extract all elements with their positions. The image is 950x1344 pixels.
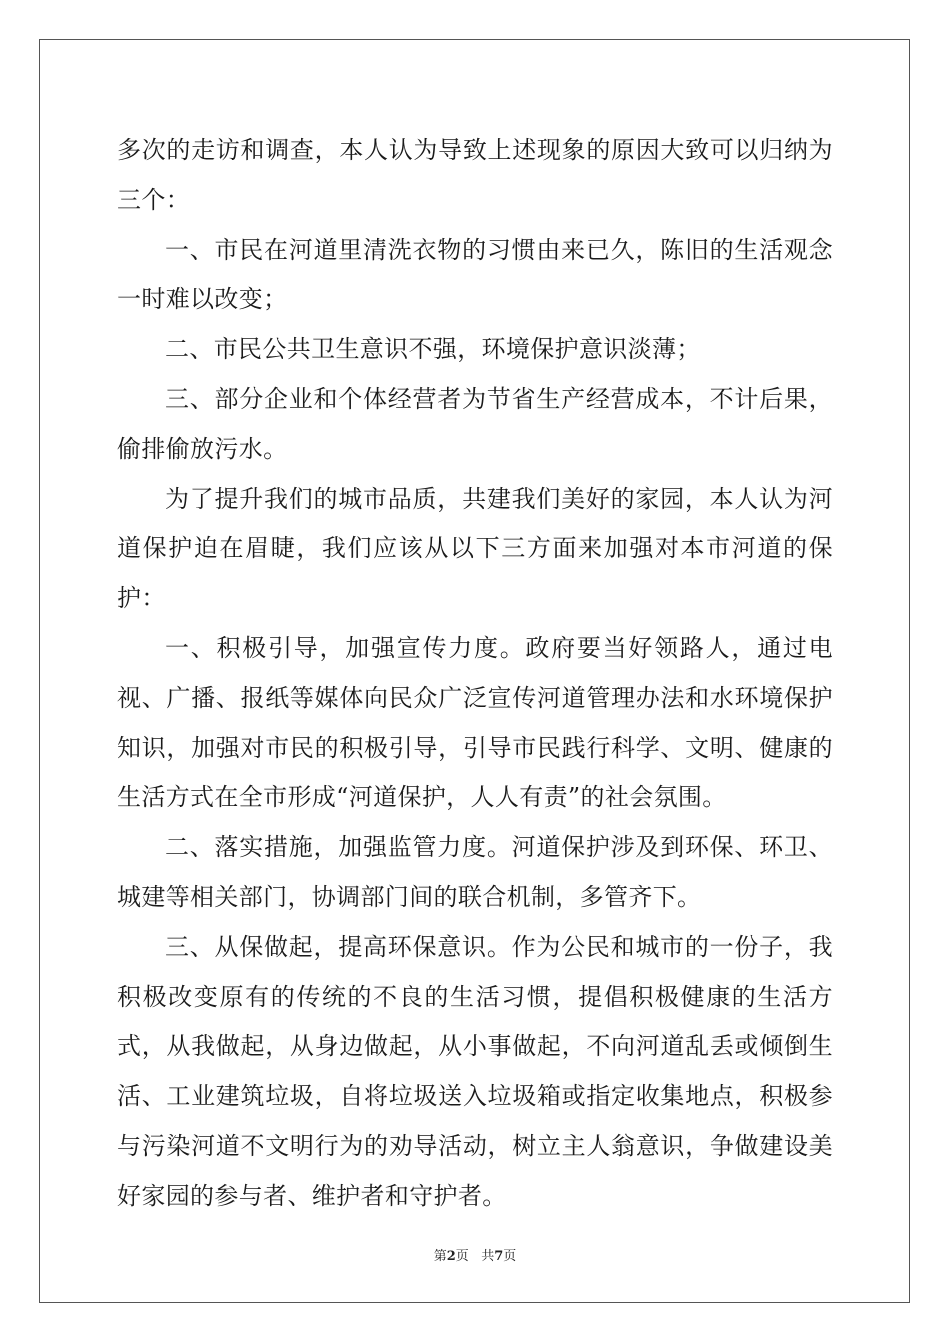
paragraph: 三、从保做起，提高环保意识。作为公民和城市的一份子，我积极改变原有的传统的不良的生活习惯，提倡积极健康的生活方式，从我做起，从身边做起，从小事做起，不向河道乱丢或倾倒生活、工业建筑垃圾，自将垃圾送入垃圾箱或指定收集地点，积极参与污染河道不文明行为的劝导活动，树立主人翁意识，争做建设美好家园的参与者、维护者和守护者。	[117, 932, 833, 1210]
total-pages: 7	[494, 1249, 504, 1264]
paragraph: 二、落实措施，加强监管力度。河道保护涉及到环保、环卫、城建等相关部门，协调部门间的联合机制，多管齐下。	[117, 833, 833, 911]
document-body	[117, 126, 833, 1222]
total-label-prefix: 共	[481, 1249, 495, 1264]
paragraph: 三、部分企业和个体经营者为节省生产经营成本，不计后果，偷排偷放污水。	[117, 384, 833, 463]
paragraph: 为了提升我们的城市品质，共建我们美好的家园，本人认为河道保护迫在眉睫，我们应该从以下三方面来加强对本市河道的保护：	[117, 484, 833, 613]
paragraph: 一、市民在河道里清洗衣物的习惯由来已久，陈旧的生活观念一时难以改变；	[117, 235, 833, 314]
paragraph: 二、市民公共卫生意识不强，环境保护意识淡薄；	[165, 335, 701, 364]
page-footer	[0, 1245, 950, 1264]
paragraph: 一、积极引导，加强宣传力度。政府要当好领路人，通过电视、广播、报纸等媒体向民众广泛宣传河道管理办法和水环境保护知识，加强对市民的积极引导，引导市民践行科学、文明、健康的生活方式在全市形成“河道保护，人人有责”的社会氛围。	[117, 633, 833, 812]
total-label-suffix: 页	[503, 1249, 517, 1264]
page-label-suffix: 页	[455, 1249, 469, 1264]
page-label-prefix: 第	[433, 1249, 447, 1264]
paragraph: 多次的走访和调查，本人认为导致上述现象的原因大致可以归纳为三个：	[117, 136, 833, 214]
page-number: 2	[446, 1249, 456, 1264]
